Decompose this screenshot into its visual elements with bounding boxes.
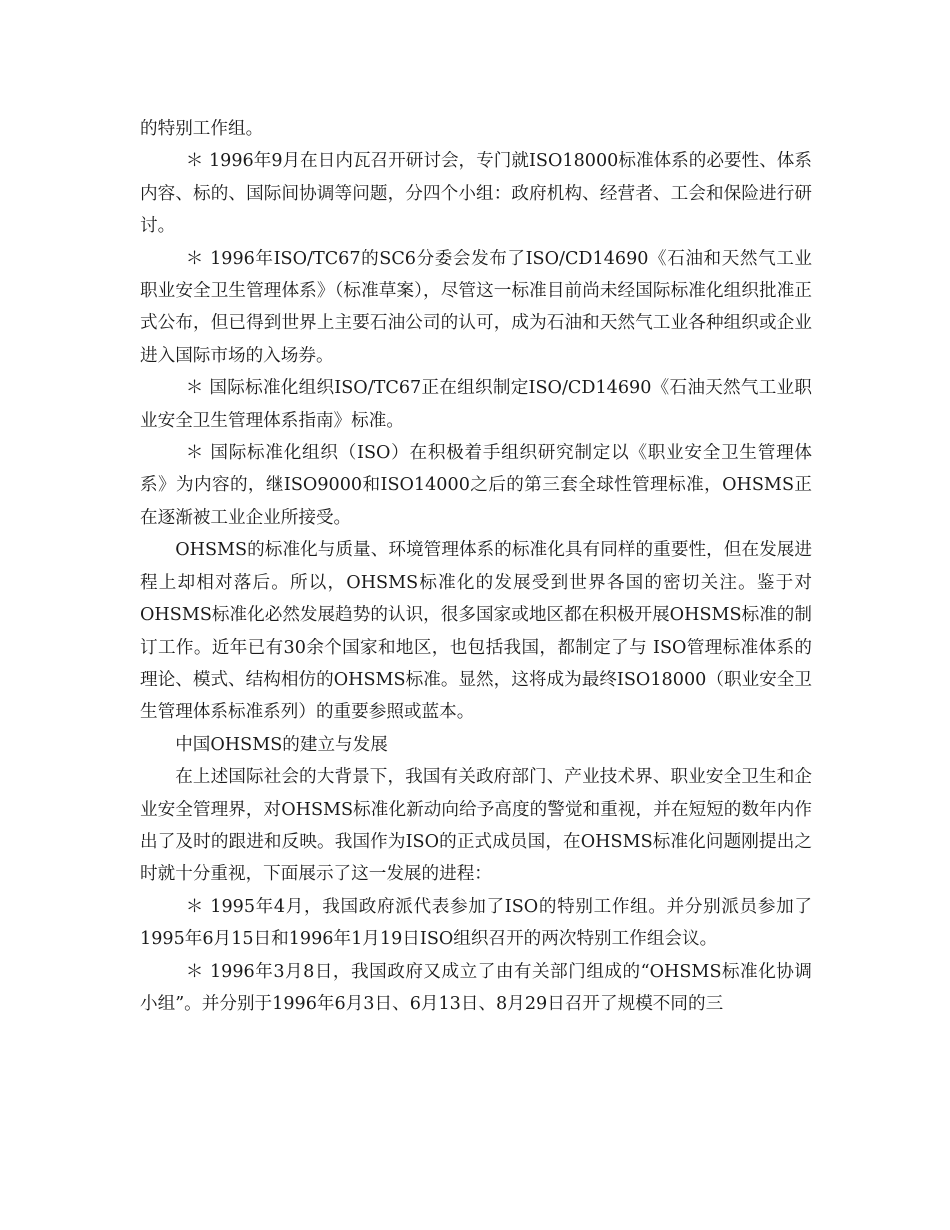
bullet-iso-third-standard: ＊ 国际标准化组织（ISO）在积极着手组织研究制定以《职业安全卫生管理体系》为内容的，继ISO9000和ISO14000之后的第三套全球性管理标准，OHSMS正在逐渐被工业企业所接受。 (140, 443, 812, 528)
paragraph-china-background: 在上述国际社会的大背景下，我国有关政府部门、产业技术界、职业安全卫生和企业安全管理界，对OHSMS标准化新动向给予高度的警觉和重视，并在短短的数年内作出了及时的跟进和反映。我国作为ISO的正式成员国，在OHSMS标准化问题刚提出之时就十分重视，下面展示了这一发展的进程： (140, 767, 812, 885)
bullet-1995-april: ＊ 1995年4月，我国政府派代表参加了ISO的特别工作组。并分别派员参加了1995年6月15日和1996年1月19日ISO组织召开的两次特别工作组会议。 (140, 896, 812, 950)
bullet-iso-tc67-guide: ＊ 国际标准化组织ISO/TC67正在组织制定ISO/CD14690《石油天然气工业职业安全卫生管理体系指南》标准。 (140, 378, 812, 431)
document-page (140, 113, 812, 1020)
paragraph-ohsms-standardization: OHSMS的标准化与质量、环境管理体系的标准化具有同样的重要性，但在发展进程上却相对落后。所以，OHSMS标准化的发展受到世界各国的密切关注。鉴于对OHSMS标准化必然发展趋势的认识，很多国家或地区都在积极开展OHSMS标准的制订工作。近年已有30余个国家和地区，也包括我国，都制定了与 ISO管理标准体系的理论、模式、结构相仿的OHSMS标准。显然，这将成为最终ISO18000（职业安全卫生管理体系标准系列）的重要参照或蓝本。 (140, 540, 812, 723)
paragraph-continuation: 的特别工作组。 (140, 119, 264, 139)
bullet-iso-tc67-sc6: ＊ 1996年ISO/TC67的SC6分委会发布了ISO/CD14690《石油和天然气工业职业安全卫生管理体系》（标准草案），尽管这一标准目前尚未经国际标准化组织批准正式公布，但已得到世界上主要石油公司的认可，成为石油和天然气工业各种组织或企业进入国际市场的入场券。 (140, 248, 812, 366)
section-heading-china-ohsms: 中国OHSMS的建立与发展 (175, 734, 388, 755)
bullet-geneva-seminar: ＊ 1996年9月在日内瓦召开研讨会，专门就ISO18000标准体系的必要性、体系内容、标的、国际间协调等问题，分四个小组：政府机构、经营者、工会和保险进行研讨。 (140, 151, 812, 237)
bullet-1996-march: ＊ 1996年3月8日，我国政府又成立了由有关部门组成的“OHSMS标准化协调小组”。并分别于1996年6月3日、6月13日、8月29日召开了规模不同的三 (140, 961, 812, 1014)
